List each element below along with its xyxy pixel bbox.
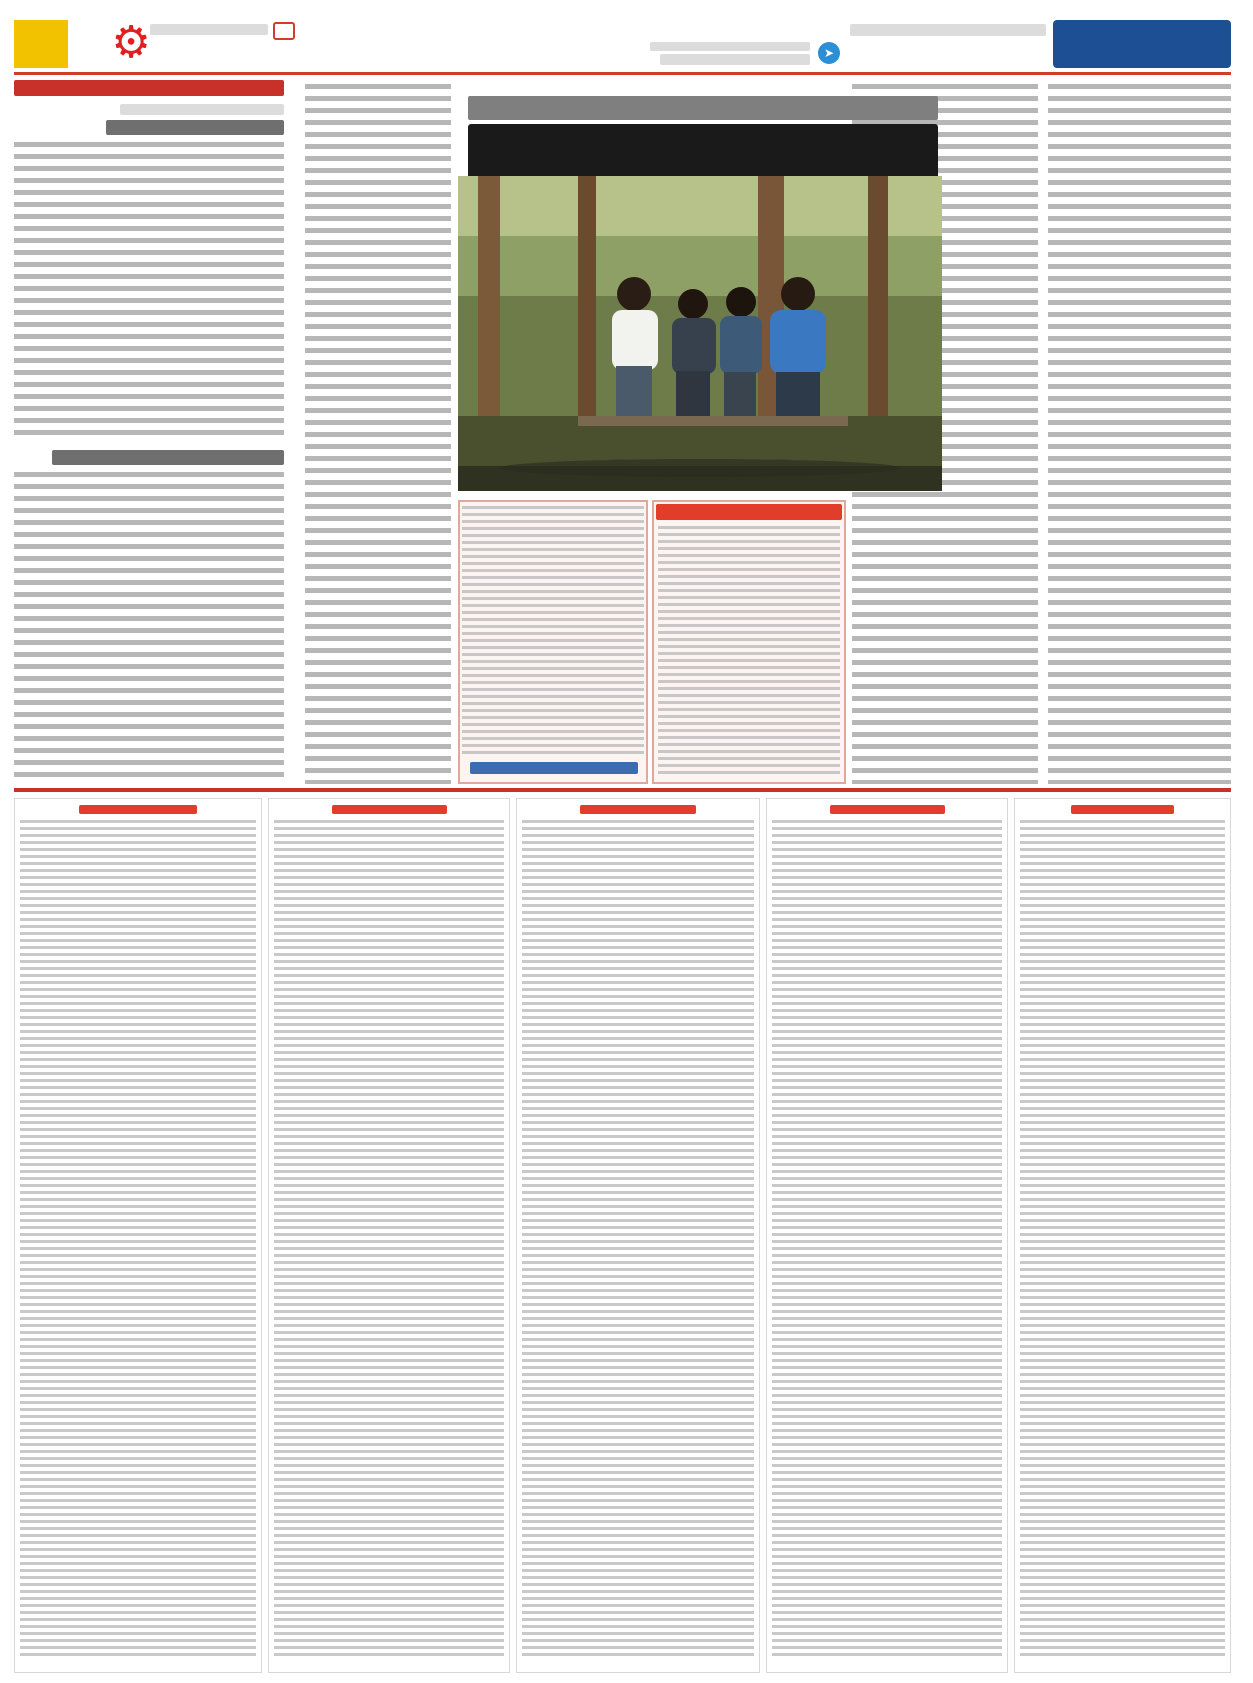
sidebar-story-1-kicker (120, 104, 284, 115)
article-kicker (468, 96, 938, 120)
ad-column-2 (766, 798, 1008, 1673)
box-article-title (656, 504, 842, 520)
masthead-rule (14, 72, 1231, 75)
sidebar-story-1-title (106, 120, 284, 135)
ad-column-4 (268, 798, 510, 1673)
sidebar-story-2-title (52, 450, 284, 465)
ads-rule (14, 788, 1231, 792)
ad-column-5 (14, 798, 262, 1673)
article-column-1 (1048, 84, 1231, 784)
telegram-caption (650, 42, 810, 51)
article-headline (468, 124, 938, 182)
masthead-logo (1053, 20, 1231, 68)
box-article-2-body (462, 506, 644, 758)
ad-column-1 (1014, 798, 1231, 1673)
sidebar-header (14, 80, 284, 96)
email-address[interactable] (150, 24, 268, 35)
telegram-icon: ➤ (818, 42, 840, 64)
page-number (14, 20, 68, 68)
box-article-body (658, 526, 840, 778)
box-article-2-signature (470, 762, 638, 774)
ad-column-3 (516, 798, 760, 1673)
gear-icon: ⚙ (111, 17, 151, 68)
section-mark (452, 18, 562, 70)
masthead-info (850, 24, 1046, 36)
sidebar-story-1-body (14, 142, 284, 442)
article-photo (458, 176, 942, 491)
email-icon (273, 22, 295, 40)
telegram-link[interactable] (660, 54, 810, 65)
sidebar-story-2-body (14, 472, 284, 784)
article-column-4 (305, 84, 451, 784)
